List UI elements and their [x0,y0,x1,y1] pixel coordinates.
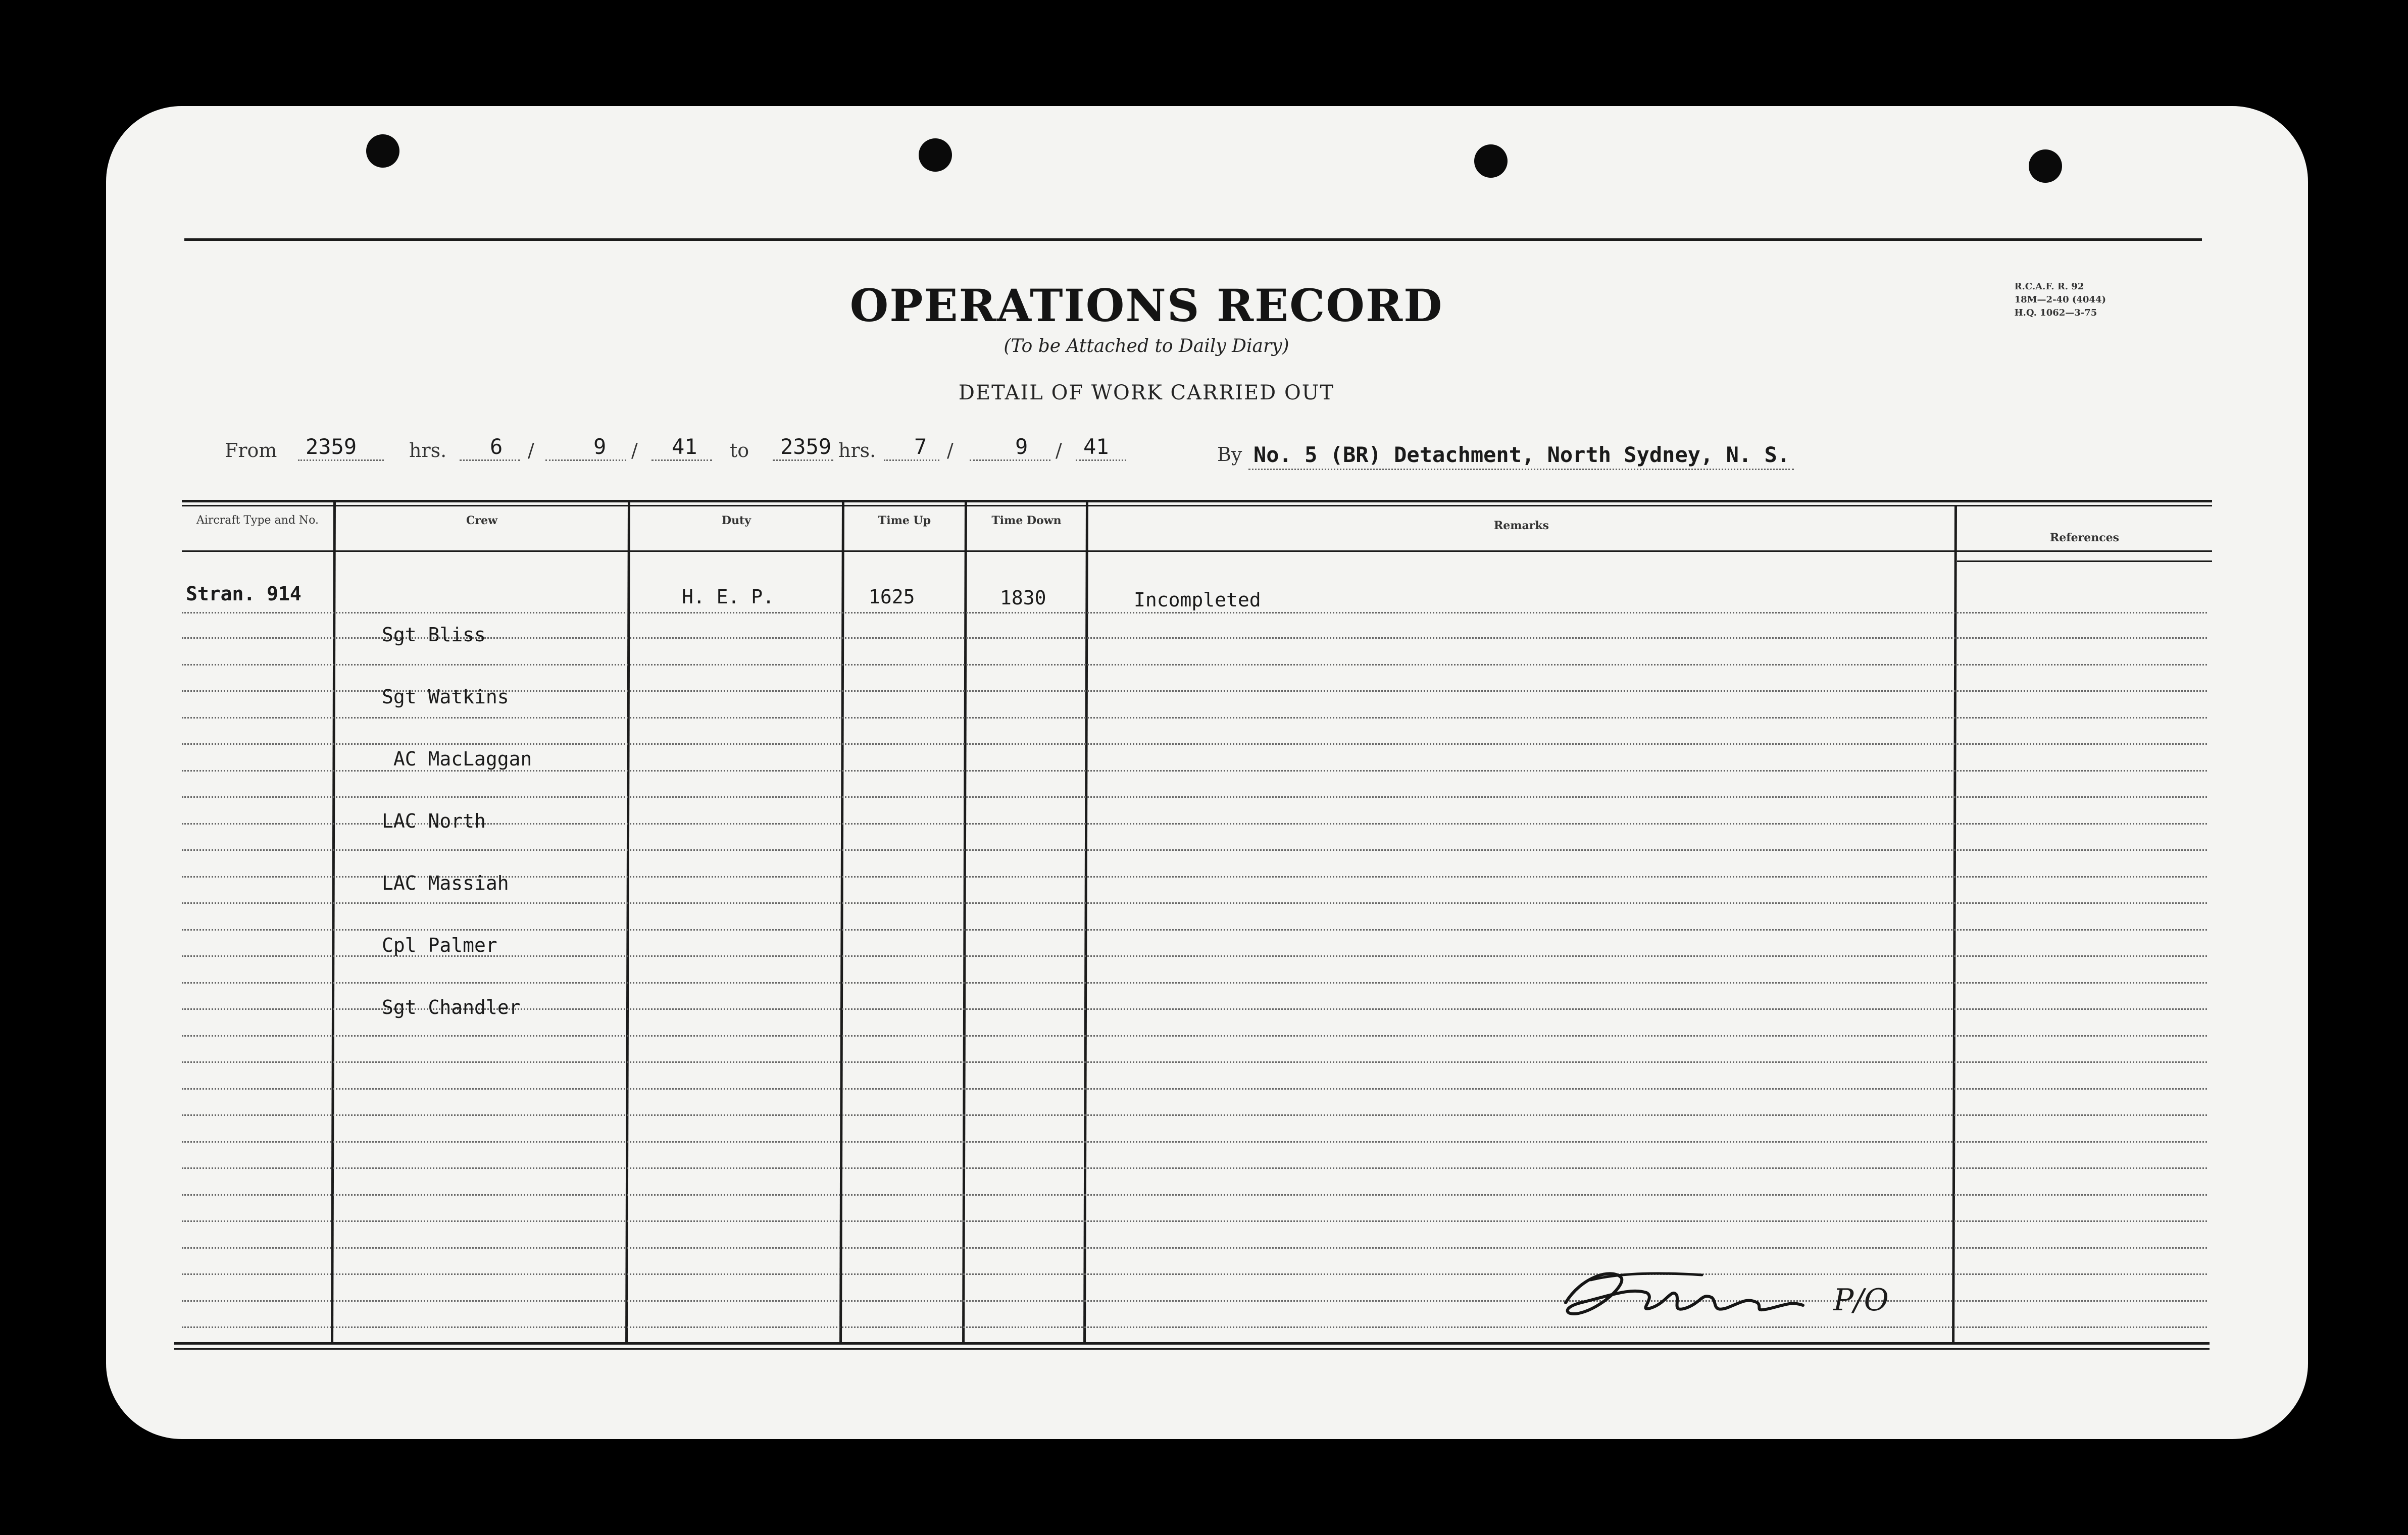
form-subtitle: (To be Attached to Daily Diary) [1004,336,1289,356]
time-up-entry: 1625 [869,586,915,608]
signature-suffix: P/O [1833,1283,1889,1318]
to-month-line [970,459,1050,461]
table-top-rule [182,500,2212,502]
by-label: By [1217,443,1242,466]
remarks-entry: Incompleted [1134,589,1261,611]
hrs-label: hrs. [838,439,876,462]
to-day: 7 [914,434,927,459]
top-rule [184,238,2202,241]
ruled-line [182,1141,2207,1143]
column-divider [962,500,967,1342]
header-remarks: Remarks [1493,519,1549,532]
column-divider [839,500,844,1342]
aircraft-entry: Stran. 914 [186,583,302,605]
from-year-line [651,459,712,461]
punch-hole [366,134,399,168]
from-time-line [298,459,384,461]
crew-member: AC MacLaggan [382,748,532,770]
duty-entry: H. E. P. [682,586,775,608]
operations-record-card [106,106,2308,1439]
form-code [2015,280,2106,320]
to-year-line [1076,459,1126,461]
by-unit-line [1248,469,1794,470]
ruled-line [182,1220,2207,1222]
crew-member: Sgt Bliss [382,624,486,646]
form-detail-heading: DETAIL OF WORK CARRIED OUT [958,381,1335,404]
from-time: 2359 [306,434,357,459]
to-label: to [730,439,749,462]
column-divider [1952,505,1957,1342]
crew-member: LAC Massiah [382,872,509,894]
date-slash: / [947,439,954,462]
column-divider [625,500,630,1342]
form-code-line: H.Q. 1062—3-75 [2014,308,2097,318]
table-bottom-rule [174,1342,2210,1345]
from-day-line [460,459,520,461]
references-header-rule [1957,560,2212,562]
ruled-line [182,1167,2207,1169]
table-top-rule-inner [182,505,2212,506]
to-time: 2359 [780,434,832,459]
header-references: References [2049,531,2120,544]
header-crew: Crew [466,514,498,527]
crew-member: LAC North [382,810,486,832]
from-month: 9 [593,434,607,459]
date-slash: / [1056,439,1062,462]
crew-list [382,583,532,1059]
crew-member: Sgt Watkins [382,686,509,708]
ruled-line [182,1194,2207,1196]
crew-member: Sgt Chandler [382,996,521,1018]
ruled-line [182,1088,2207,1090]
from-label: From [225,439,277,462]
header-time-up: Time Up [878,514,931,527]
from-month-line [545,459,626,461]
header-time-down: Time Down [991,514,1062,527]
header-duty: Duty [721,514,751,527]
to-day-line [884,459,939,461]
time-down-entry: 1830 [1000,587,1046,609]
punch-hole [919,138,952,172]
header-aircraft: Aircraft Type and No. [196,514,319,527]
hrs-label: hrs. [409,439,447,462]
form-title: OPERATIONS RECORD [849,279,1443,332]
ruled-line [182,1061,2207,1063]
punch-hole [2029,149,2062,183]
form-code-line: 18M—2-40 (4044) [2014,294,2106,305]
column-divider [1083,500,1088,1342]
date-slash: / [631,439,638,462]
column-divider [331,500,336,1342]
from-day: 6 [490,434,503,459]
date-slash: / [528,439,534,462]
ruled-line [182,1114,2207,1116]
table-bottom-rule-inner [174,1348,2210,1350]
form-code-line: R.C.A.F. R. 92 [2014,281,2084,292]
to-month: 9 [1015,434,1028,459]
header-separator [182,550,2212,552]
to-year: 41 [1083,434,1109,459]
signature [1550,1257,1954,1328]
crew-member: Cpl Palmer [382,934,497,956]
ruled-line [182,1247,2207,1249]
punch-hole [1474,144,1508,178]
to-time-line [773,459,833,461]
by-unit: No. 5 (BR) Detachment, North Sydney, N. S. [1253,442,1790,467]
from-year: 41 [672,434,697,459]
